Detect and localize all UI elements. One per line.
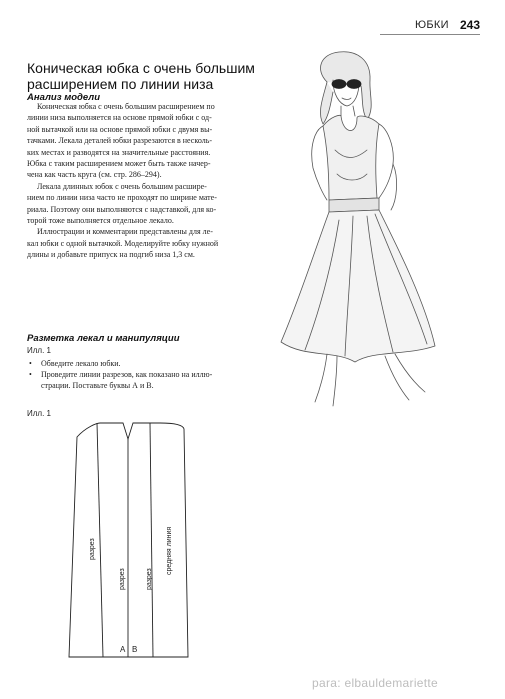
watermark: para: elbauldemariette — [312, 676, 439, 690]
title-line-1: Коническая юбка с очень большим — [27, 60, 255, 76]
letter-a: А — [120, 645, 126, 654]
markup-heading: Разметка лекал и манипуляции — [27, 333, 180, 344]
page-number: 243 — [460, 18, 481, 32]
cut-label-3: разрез — [146, 568, 153, 590]
running-head: ЮБКИ — [415, 19, 449, 31]
analysis-heading: Анализ модели — [27, 92, 101, 103]
markup-illus-label: Илл. 1 — [27, 346, 51, 355]
diagram-illus-label: Илл. 1 — [27, 409, 51, 418]
cut-label-1: разрез — [89, 538, 96, 560]
analysis-paragraph-2: Лекала длинных юбок с очень большим расшире- нием по линии низа часто не проходят по ширине мате- риала. Поэтому они выполняются с надставкой, для ко- торой тоже выполняется отдельное лекало. — [27, 181, 217, 226]
title-line-2: расширением по линии низа — [27, 76, 214, 92]
letter-b: В — [132, 645, 138, 654]
markup-bullet-1: • Обведите лекало юбки. — [29, 359, 121, 368]
markup-bullet-2: • Проведите линии разрезов, как показано на иллю- страции. Поставьте буквы А и В. — [29, 370, 213, 390]
cut-label-2: разрез — [119, 568, 126, 590]
analysis-paragraph-3: Иллюстрации и комментарии представлены для ле- кал юбки с одной вытачкой. Моделируйте юбку нужной длины и добавьте припуск на подгиб низа 1,3 см. — [27, 227, 219, 260]
analysis-paragraph-1: Коническая юбка с очень большим расширением по линии низа выполняется на основе прямой юбки с од- ной вытачкой или на основе прямой юбки с двумя вы- тачками. Лекала деталей юбки разрезаются в несколь- ких местах и разводятся на значительные расстояния. Юбка с таким расширением может быть также начер- чена как часть круга (см. стр. 286–294). — [27, 102, 215, 180]
center-line-label: средняя линия — [166, 526, 173, 575]
